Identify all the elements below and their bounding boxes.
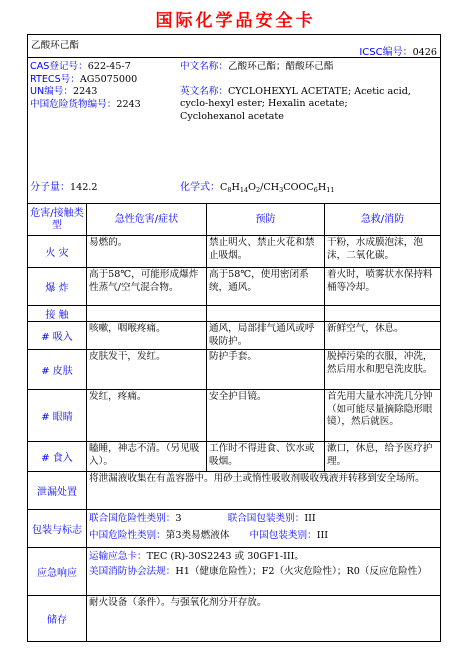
storage-label: 储存	[47, 615, 67, 626]
packaging-label: 包装与标志	[32, 525, 82, 536]
leak-text: 将泄漏液收集在有盖容器中。用砂土或惰性吸收剂吸收残液并转移到安全场所。	[86, 472, 440, 509]
names-block: 中文名称：乙酸环己酯；醋酸环己酯 英文名称：CYCLOHEXYL ACETATE; Acetic acid, cyclo-hexyl ester; Hexalin acetate; Cyclohexanol acetate	[180, 61, 440, 203]
ingest-firstaid: 漱口，休息，给予医疗护理。	[324, 442, 440, 471]
english-name-1: CYCLOHEXYL ACETATE; Acetic acid,	[227, 85, 411, 97]
fire-label: 火 灾	[45, 248, 69, 259]
ingest-row	[28, 441, 440, 471]
emergency-label: 应急响应	[37, 568, 77, 579]
icsc-value: 0426	[412, 47, 437, 57]
emergency-card: TEC (R)-30S2243 或 30GF1-III。	[146, 551, 305, 562]
safety-card	[27, 34, 441, 642]
contact-label: 接 触	[45, 310, 69, 321]
cn-number: 2243	[116, 98, 141, 110]
fire-prevention: 禁止明火、禁止火花和禁止吸烟。	[206, 236, 324, 267]
skin-row	[28, 349, 440, 389]
identification-block	[28, 57, 440, 203]
inhale-prevention: 通风，局部排气通风或呼吸防护。	[206, 322, 324, 349]
skin-label: # 皮肤	[41, 366, 73, 377]
explosion-firstaid: 着火时，喷雾状水保持料桶等冷却。	[324, 268, 440, 305]
chemical-formula: 化学式：$C_8H_{14}O_2/CH_3COOC_6H_{11}$	[180, 182, 335, 194]
storage-row	[28, 595, 440, 641]
skin-prevention: 防护手套。	[206, 350, 324, 389]
fire-firstaid: 干粉，水成膜泡沫，泡沫，二氧化碳。	[324, 236, 440, 267]
english-name-3: Cyclohexanol acetate	[180, 110, 284, 122]
inhale-firstaid: 新鲜空气，休息。	[324, 322, 440, 349]
ingest-prevention: 工作时不得进食、饮水或吸烟。	[206, 442, 324, 471]
leak-row	[28, 471, 440, 509]
cas-number: 622-45-7	[87, 61, 131, 72]
table-header	[28, 203, 440, 235]
header-symptoms: 急性危害/症状	[86, 204, 206, 235]
nfpa-codes: H1（健康危险性）；F2（火灾危险性）；R0（反应危险性）	[175, 565, 427, 577]
header-type: 危害/接触类型	[30, 207, 84, 231]
name-row	[28, 35, 440, 57]
molecular-weight: 分子量：142.2	[30, 182, 98, 193]
eyes-row	[28, 389, 440, 441]
fire-row	[28, 235, 440, 267]
ingest-symptoms: 瞌睡，神志不清。（另见吸入）。	[86, 442, 206, 471]
emergency-info: 运输应急卡：TEC (R)-30S2243 或 30GF1-III。 美国消防协会法规：H1（健康危险性）；F2（火灾危险性）；R0（反应危险性）	[86, 548, 440, 595]
fire-symptoms: 易燃的。	[86, 236, 206, 267]
eyes-firstaid: 首先用大量水冲洗几分钟（如可能尽量摘除隐形眼镜），然后就医。	[324, 390, 440, 441]
header-prevention: 预防	[206, 204, 324, 235]
contact-row	[28, 305, 440, 321]
eyes-label: # 眼睛	[41, 412, 73, 423]
header-firstaid: 急救/消防	[324, 204, 440, 235]
un-class: 3	[175, 513, 182, 524]
packaging-info: 联合国危险性类别：3 联合国包装类别：III 中国危险性类别：第3类易燃液体 中国包装类别：III	[86, 510, 440, 547]
explosion-row	[28, 267, 440, 305]
eyes-prevention: 安全护目镜。	[206, 390, 324, 441]
un-number: 2243	[72, 86, 98, 97]
cn-pack: III	[316, 529, 329, 541]
skin-symptoms: 皮肤发干，发红。	[86, 350, 206, 389]
leak-label: 泄漏处置	[37, 487, 77, 498]
inhale-symptoms: 咳嗽，咽喉疼痛。	[86, 322, 206, 349]
explosion-label: 爆 炸	[45, 283, 69, 294]
skin-firstaid: 脱掉污染的衣服，冲洗，然后用水和肥皂洗皮肤。	[324, 350, 440, 389]
packaging-row	[28, 509, 440, 547]
icsc-number	[297, 40, 437, 57]
cn-class: 第3类易燃液体	[165, 529, 230, 541]
storage-text: 耐火设备（条件）。与强氧化剂分开存放。	[86, 596, 440, 641]
un-pack: III	[304, 513, 316, 524]
english-name-2: cyclo-hexyl ester; Hexalin acetate;	[180, 98, 348, 109]
id-numbers: CAS登记号：622-45-7 RTECS号：AG5075000 UN编号：2243 中国危险货物编号：2243	[30, 61, 141, 110]
ingest-label: # 食入	[41, 453, 73, 464]
icsc-label: ICSC编号：	[359, 47, 413, 57]
inhale-label: # 吸入	[41, 332, 73, 343]
card-title: 国际化学品安全卡	[155, 11, 316, 31]
chinese-name: 乙酸环己酯；醋酸环己酯	[227, 61, 334, 72]
emergency-row	[28, 547, 440, 595]
chemical-name: 乙酸环己酯	[31, 40, 79, 51]
rtecs-number: AG5075000	[79, 73, 138, 85]
explosion-prevention: 高于58℃，使用密闭系统，通风。	[206, 268, 324, 305]
eyes-symptoms: 发红，疼痛。	[86, 390, 206, 441]
explosion-symptoms: 高于58℃，可能形成爆炸性蒸气/空气混合物。	[86, 268, 206, 305]
inhale-row	[28, 321, 440, 349]
